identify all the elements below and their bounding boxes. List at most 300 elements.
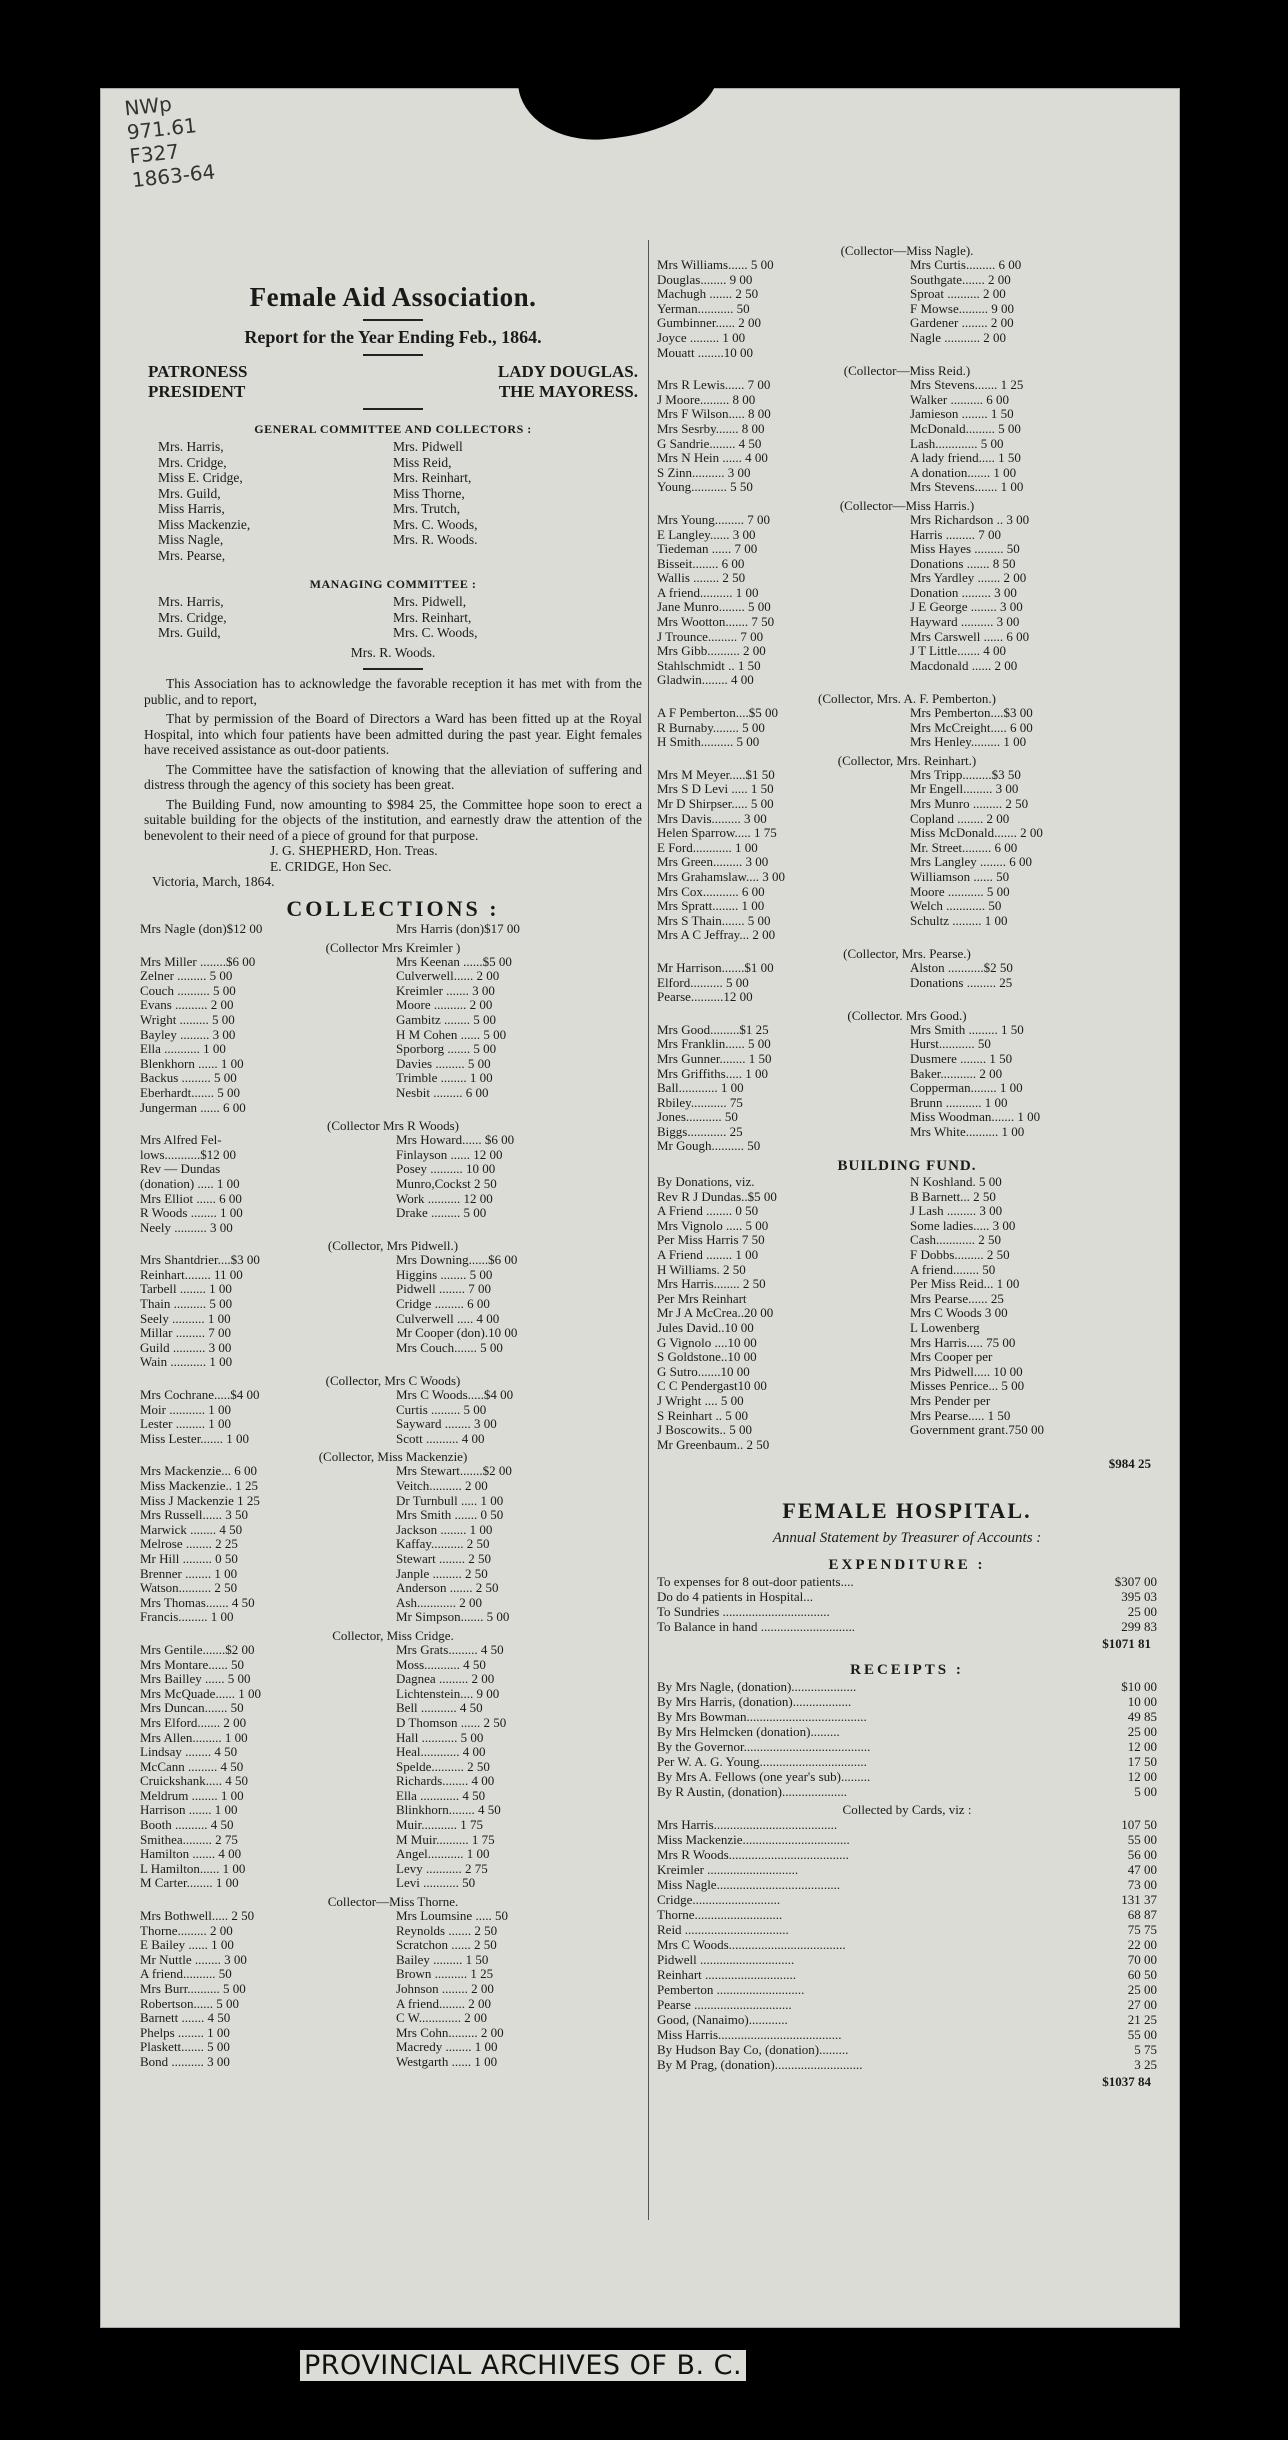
ledger-label: To Balance in hand ............................. [657,1619,856,1635]
building-fund-entry: Some ladies..... 3 00 [910,1218,1016,1233]
divider [363,408,423,410]
report-paragraph: That by permission of the Board of Directors a Ward has been fitted up at the Royal Hospital, into which four patients have been admitted during the past year. Eight females have received assistance as out-door patients. [144,711,642,757]
donation-entry: Mrs Smith ....... 0 50 [396,1508,504,1523]
donation-entry: A friend........ 2 00 [396,1996,491,2011]
donation-entry: Neely .......... 3 00 [140,1220,233,1235]
donation-entry: Angel........... 1 00 [396,1847,490,1862]
donation-entry: Hurst........... 50 [910,1037,991,1052]
donation-entry: Joyce ......... 1 00 [657,330,746,345]
donation-entry: Moore .......... 2 00 [396,998,493,1013]
collector-heading: (Collector—Miss Reid.) [843,363,971,379]
committee-member: Miss Harris, [158,501,225,516]
donation-entry: Levi ........... 50 [396,1876,476,1891]
donation-entry: Miss Woodman....... 1 00 [910,1110,1041,1125]
ledger-amount: 73 00 [1127,1877,1157,1893]
donation-entry: Dusmere ........ 1 50 [910,1051,1013,1066]
torn-edge [518,88,722,145]
donation-entry: Macdonald ...... 2 00 [910,658,1018,673]
ledger-amount: 25 00 [1127,1724,1157,1740]
donation-entry: Southgate....... 2 00 [910,272,1011,287]
ledger-label: By Hudson Bay Co, (donation)......... [657,2042,849,2058]
building-fund-entry: A Friend ........ 1 00 [657,1248,759,1263]
donation-entry: Wallis ........ 2 50 [657,571,746,586]
donation-entry: Eberhardt....... 5 00 [140,1085,241,1100]
donation-entry: Mrs Stevens....... 1 00 [910,480,1024,495]
donation-entry: Mrs R Lewis...... 7 00 [657,378,771,393]
donation-entry: Harris ......... 7 00 [910,527,1001,542]
donation-entry: Mrs Sesrby....... 8 00 [657,421,765,436]
donation-entry: Gumbinner...... 2 00 [657,316,761,331]
donation-entry: Mrs Griffiths..... 1 00 [657,1066,768,1081]
ledger-amount: 60 50 [1127,1967,1157,1983]
report-subtitle: Report for the Year Ending Feb., 1864. [244,327,542,347]
donation-entry: Mrs Tripp.........$3 50 [910,767,1021,782]
ledger-amount: 131 37 [1121,1892,1157,1908]
donation-entry: Mrs Stewart.......$2 00 [396,1464,512,1479]
donation-entry: E Ford............ 1 00 [657,840,758,855]
collector-list [657,258,1157,360]
ledger-label: Mrs Harris...................................... [657,1817,838,1833]
donation-entry: Bisseit........ 6 00 [657,556,745,571]
donation-entry: Nagle ........... 2 00 [910,330,1007,345]
building-fund-entry: F Dobbs......... 2 50 [910,1248,1010,1263]
ledger-amount: 27 00 [1127,1997,1157,2013]
donation-entry: Macredy ........ 1 00 [396,2040,498,2055]
donation-entry: Gardener ........ 2 00 [910,316,1014,331]
donation-entry: Schultz ......... 1 00 [910,913,1008,928]
donation-entry: Jones........... 50 [657,1110,738,1125]
ledger-row [657,1907,1157,1922]
donation-entry: Miss Lester....... 1 00 [140,1431,250,1446]
donation-entry: Mrs Montare...... 50 [140,1657,244,1672]
donation-entry: Scratchon ...... 2 50 [396,1938,497,1953]
donation-entry: Miss Hayes ......... 50 [910,542,1020,557]
hospital-heading: FEMALE HOSPITAL. [782,1498,1032,1524]
ledger-amount: 56 00 [1127,1847,1157,1863]
donation-entry: Zelner ......... 5 00 [140,969,233,984]
donation-entry: E Langley...... 3 00 [657,527,756,542]
collector-heading: (Collector, Mrs. Reinhart.) [837,752,977,768]
donation-entry: Mrs S D Levi ..... 1 50 [657,782,774,797]
donation-entry: Mrs Duncan....... 50 [140,1701,244,1716]
ledger-amount: 10 00 [1127,1694,1157,1710]
donation-entry: Posey .......... 10 00 [396,1162,496,1177]
donation-entry: Mrs F Wilson..... 8 00 [657,407,771,422]
collections-right-sections [657,243,1157,1154]
committee-member: Mrs. Trutch, [393,501,461,516]
donation-entry: Jackson ........ 1 00 [396,1522,493,1537]
donation-entry: Mrs S Thain....... 5 00 [657,913,771,928]
donation-entry: Mrs Cohn......... 2 00 [396,2025,504,2040]
building-fund-entry: C C Pendergast10 00 [657,1379,767,1394]
committee-member: Mrs. C. Woods, [393,516,478,532]
ledger-row [657,1952,1157,1967]
ledger-row [657,1832,1157,1847]
receipts-list [657,1679,1157,1799]
ledger-amount: 12 00 [1127,1739,1157,1755]
donation-entry [910,346,1157,361]
donation-entry: Culverwell ..... 4 00 [396,1311,500,1326]
ledger-amount: 70 00 [1127,1952,1157,1968]
ledger-label: By Mrs Helmcken (donation)......... [657,1724,840,1740]
collector-heading: (Collector, Mrs Pidwell.) [327,1238,459,1254]
ledger-label: By M Prag, (donation)........................... [657,2057,863,2073]
collections-heading: COLLECTIONS : [286,896,500,921]
managing-committee-list [140,592,646,643]
donation-entry: Copland ........ 2 00 [910,811,1010,826]
general-committee-heading: GENERAL COMMITTEE AND COLLECTORS : [254,422,532,436]
committee-member: Mrs. Guild, [158,625,221,640]
donation-entry: Copperman........ 1 00 [910,1081,1023,1096]
donation-entry: Westgarth ...... 1 00 [396,2054,498,2069]
ledger-label: By Mrs Nagle, (donation).................... [657,1679,857,1695]
annual-statement: Annual Statement by Treasurer of Accounts : [772,1530,1042,1547]
donation-entry: Mrs Elliot ...... 6 00 [140,1191,242,1206]
report-paragraph: The Building Fund, now amounting to $984 25, the Committee hope soon to erect a suitable building for the objects of the institution, and earnestly draw the attention of the benevolent to their need of a piece of ground for that purpose. [144,796,642,843]
ledger-row [657,1709,1157,1724]
donation-entry: D Thomson ...... 2 50 [396,1715,507,1730]
donation-entry: Mrs Cox........... 6 00 [657,884,765,899]
building-fund-entry: J Lash ......... 3 00 [910,1204,1003,1219]
donation-entry: Mrs Allen......... 1 00 [140,1730,248,1745]
donation-entry: Donations ......... 25 [910,975,1013,990]
donation-entry: McCann ......... 4 50 [140,1759,244,1774]
collector-heading: (Collector, Mrs C Woods) [325,1373,461,1389]
managing-committee-last: Mrs. R. Woods. [350,644,436,660]
donation-entry: Stewart ........ 2 50 [396,1551,491,1566]
building-fund-entry: A friend........ 50 [910,1262,996,1277]
donation-entry: Melrose ........ 2 25 [140,1537,238,1552]
donation-entry: Mrs Richardson .. 3 00 [910,512,1030,527]
donation-entry: Mrs Bailley ...... 5 00 [140,1672,251,1687]
divider [363,354,423,356]
donation-entry: Mrs Mackenzie... 6 00 [140,1464,257,1479]
donation-entry: Mrs Yardley ....... 2 00 [910,571,1027,586]
donation-entry: C W............. 2 00 [396,2011,488,2026]
committee-member: Mrs. Pearse, [158,547,226,563]
ledger-amount: $307 00 [1114,1574,1157,1590]
donation-entry: Mrs Munro ......... 2 50 [910,797,1029,811]
donation-entry: Mrs Burr.......... 5 00 [140,1982,246,1996]
donation-entry: Mrs Stevens....... 1 25 [910,378,1024,393]
general-committee-list [140,437,646,565]
collector-heading: (Collector, Mrs. Pearse.) [843,945,971,961]
committee-member: Miss Mackenzie, [158,516,251,532]
building-fund-entry: Mrs Pearse...... 25 [910,1291,1004,1306]
collector-list [657,961,1157,1005]
ledger-amount: 299 83 [1121,1619,1157,1635]
donation-entry: Mrs Grahamslaw.... 3 00 [657,869,786,884]
ledger-label: Pemberton ........................... [657,1982,805,1998]
donation-entry: Richards........ 4 00 [396,1774,495,1789]
donation-entry: Anderson ....... 2 50 [396,1581,499,1596]
donation-entry: Mrs N Hein ...... 4 00 [657,451,768,466]
donation-entry: Mrs Smith ......... 1 50 [910,1022,1024,1037]
donation-entry: Ash............ 2 00 [396,1595,482,1610]
donation-entry [910,1139,1157,1154]
donation-entry: Blinkhorn........ 4 50 [396,1803,501,1818]
cards-list [657,1817,1157,2072]
donation-entry: Mrs Loumsine ..... 50 [396,1909,508,1924]
donation-entry: Wright ......... 5 00 [140,1012,235,1027]
donation-entry: Walker .......... 6 00 [910,392,1009,407]
committee-member: Mrs. Pidwell, [393,594,467,609]
ledger-label: To expenses for 8 out-door patients.... [657,1574,854,1590]
cards-heading: Collected by Cards, viz : [842,1802,972,1818]
donation-entry: A friend.......... 1 00 [657,585,759,600]
donation-entry: Mrs Wootton....... 7 50 [657,615,775,630]
building-fund-entry: G Sutro.......10 00 [657,1364,750,1379]
donation-entry [910,928,1157,943]
ledger-amount: 107 50 [1121,1817,1157,1833]
ledger-label: Miss Mackenzie................................. [657,1832,850,1848]
donation-entry: Mrs White.......... 1 00 [910,1124,1025,1139]
document-sheet [100,88,1180,2328]
ledger-row [657,1847,1157,1862]
committee-member: Mrs. Harris, [158,439,224,454]
ledger-row [657,1967,1157,1982]
collector-list [657,378,1157,495]
building-fund-entry: Mrs Pearse..... 1 50 [910,1408,1011,1423]
ledger-label: To Sundries ................................. [657,1604,830,1620]
donation-entry: Jungerman ...... 6 00 [140,1100,246,1115]
committee-member: Miss Reid, [393,454,452,470]
donation-entry: Hamilton ....... 4 00 [140,1847,242,1862]
ledger-label: Per W. A. G. Young................................. [657,1754,867,1770]
donation-entry: Dr Turnbull ..... 1 00 [396,1493,504,1508]
ledger-amount: 25 00 [1127,1604,1157,1620]
donation-entry: Baker........... 2 00 [910,1066,1003,1081]
building-fund-entry: A Friend ........ 0 50 [657,1204,759,1219]
ledger-row [657,2057,1157,2072]
donation-entry: Mr Simpson....... 5 00 [396,1610,510,1625]
ledger-label: Reid ................................ [657,1922,789,1938]
right-column [648,240,1157,2220]
archive-stamp: PROVINCIAL ARCHIVES OF B. C. [300,2350,746,2381]
committee-member: Miss Thorne, [393,485,465,501]
ledger-row [657,1784,1157,1799]
donation-entry: Welch ............ 50 [910,899,1002,914]
ledger-row [657,1769,1157,1784]
donation-entry: Kaffay.......... 2 50 [396,1537,490,1552]
donation-entry: Guild .......... 3 00 [140,1340,232,1355]
building-fund-entry: Per Mrs Reinhart [657,1291,747,1306]
donation-entry: Levy ........... 2 75 [396,1861,488,1876]
donation-entry: Seely .......... 1 00 [140,1311,231,1326]
donation-entry: Cruickshank..... 4 50 [140,1774,248,1789]
donation-entry: Mrs C Woods.....$4 00 [396,1388,514,1403]
building-fund-heading: BUILDING FUND. [837,1158,977,1175]
ledger-row [657,1679,1157,1694]
donation-entry: Millar ......... 7 00 [140,1326,231,1341]
donation-entry: Mrs Thomas....... 4 50 [140,1595,255,1610]
donation-entry: Veitch.......... 2 00 [396,1479,488,1493]
signature-treasurer: J. G. SHEPHERD, Hon. Treas. [270,843,438,858]
donation-entry: Backus ......... 5 00 [140,1071,237,1086]
committee-member: Mrs. R. Woods. [393,532,478,547]
donation-entry: A donation....... 1 00 [910,465,1017,480]
building-fund-entry: Mr J A McCrea..20 00 [657,1306,774,1321]
donation-entry: Johnson ........ 2 00 [396,1982,494,1996]
donation-entry: Mouatt ........10 00 [657,345,754,360]
donation-entry: Mrs Russell...... 3 50 [140,1508,248,1523]
donation-entry: Janple ......... 2 50 [396,1566,488,1581]
committee-member: Mrs. Guild, [158,485,221,501]
ledger-amount: 395 03 [1121,1589,1157,1605]
donation-entry: Williamson ...... 50 [910,869,1010,884]
ledger-label: By R Austin, (donation).................... [657,1784,847,1800]
ledger-amount: $10 00 [1121,1679,1157,1695]
donation-entry: Mr Nuttle ........ 3 00 [140,1952,247,1967]
collector-heading: (Collector Mrs R Woods) [327,1118,459,1134]
donation-entry: Mrs Downing......$6 00 [396,1253,518,1268]
committee-member: Miss Nagle, [158,532,224,547]
donation-entry: M Muir.......... 1 75 [396,1832,495,1847]
donation-entry: Mr Cooper (don).10 00 [396,1326,518,1341]
donation-entry: Mrs Carswell ...... 6 00 [910,629,1030,644]
donation-entry: Stahlschmidt .. 1 50 [657,658,761,673]
report-paragraph: This Association has to acknowledge the favorable reception it has met with from the public, and to report, [144,676,642,707]
ledger-row [657,1724,1157,1739]
donation-entry: Mrs McQuade...... 1 00 [140,1686,261,1701]
donation-entry: Mrs Howard...... $6 00 [396,1133,515,1148]
ledger-amount: 55 00 [1127,1832,1157,1848]
ledger-amount: 3 25 [1134,2057,1157,2073]
donation-entry: Mrs Good.........$1 25 [657,1022,769,1037]
donation-entry [396,1221,646,1236]
ledger-row [657,1619,1157,1634]
donation-entry: Sayward ........ 3 00 [396,1417,497,1432]
donation-entry: Watson.......... 2 50 [140,1581,238,1596]
ledger-amount: 5 00 [1134,1784,1157,1800]
donation-entry: Miss McDonald....... 2 00 [910,826,1043,841]
committee-member: Mrs. Pidwell [393,439,463,454]
building-fund-entry [910,1438,1157,1453]
building-fund-entry: Jules David..10 00 [657,1321,754,1335]
building-fund-entry: Government grant.750 00 [910,1423,1044,1438]
ledger-amount: 49 85 [1127,1709,1157,1725]
collections-first-row: Mrs Nagle (don)$12 00 Mrs Harris (don)$17 00 [140,922,520,936]
donation-entry: Cridge ......... 6 00 [396,1297,490,1312]
donation-entry: M Carter........ 1 00 [140,1876,239,1891]
collector-heading: (Collector. Mrs Good.) [847,1007,967,1023]
donation-entry: Moore ........... 5 00 [910,884,1010,899]
donation-entry: Ball............ 1 00 [657,1081,744,1096]
report-body [140,676,646,843]
donation-entry: Mrs Shantdrier....$3 00 [140,1253,260,1268]
ledger-label: Do do 4 patients in Hospital... [657,1589,813,1605]
ledger-row [657,1739,1157,1754]
building-fund-entry: Mrs Cooper per [910,1350,993,1365]
donation-entry: Bayley ......... 3 00 [140,1027,236,1042]
committee-member: Mrs. Reinhart, [393,609,472,625]
ledger-row [657,2027,1157,2042]
ledger-label: Mrs R Woods..................................... [657,1847,849,1863]
collector-heading: (Collector Mrs Kreimler ) [325,939,461,955]
donation-entry: Lester ......... 1 00 [140,1417,231,1432]
donation-entry: Mrs McCreight..... 6 00 [910,720,1033,735]
donation-entry: Blenkhorn ...... 1 00 [140,1056,244,1071]
building-fund-total: $984 25 [1108,1456,1151,1472]
building-fund-entry: Rev R J Dundas..$5 00 [657,1189,777,1204]
donation-entry: Munro,Cockst 2 50 [396,1176,497,1191]
donation-entry: Mrs Bothwell..... 2 50 [140,1909,255,1924]
ledger-row [657,1574,1157,1589]
donation-entry: Machugh ....... 2 50 [657,287,759,302]
building-fund-entry: Per Miss Harris 7 50 [657,1233,765,1248]
collector-heading: Collector, Miss Cridge. [332,1627,454,1643]
donation-entry: Douglas........ 9 00 [657,272,753,287]
ledger-label: By Mrs Bowman..................................... [657,1709,867,1725]
donation-entry: Pidwell ........ 7 00 [396,1282,491,1297]
committee-member: Mrs. Harris, [158,594,224,609]
building-fund-entry: Mrs Harris..... 75 00 [910,1335,1016,1350]
donation-entry: Sproat .......... 2 00 [910,287,1006,302]
donation-entry: Culverwell...... 2 00 [396,969,500,984]
donation-entry: Mrs Cochrane.....$4 00 [140,1388,260,1403]
collector-list [140,1388,646,1446]
building-fund-entry: Misses Penrice... 5 00 [910,1379,1025,1394]
donation-entry: J E George ........ 3 00 [910,600,1023,615]
building-fund-entry: Mrs Vignolo ..... 5 00 [657,1218,769,1233]
building-fund-entry: J Wright .... 5 00 [657,1393,744,1408]
donation-entry: Mr D Shirpser..... 5 00 [657,797,774,811]
collector-list [140,1643,646,1891]
donation-entry: J Moore......... 8 00 [657,392,756,407]
building-fund-entry: J Boscowits.. 5 00 [657,1423,752,1438]
donation-entry: Brown .......... 1 25 [396,1967,494,1982]
committee-member: Mrs. Reinhart, [393,470,472,485]
place-date: Victoria, March, 1864. [152,874,275,889]
building-fund-entry: H Williams. 2 50 [657,1262,746,1277]
donation-entry: Rev — Dundas [140,1162,221,1177]
donation-entry: Higgins ........ 5 00 [396,1267,493,1282]
donation-entry: Mrs Langley ........ 6 00 [910,855,1033,870]
ledger-label: By Mrs A. Fellows (one year's sub)......... [657,1769,871,1785]
donation-entry: Trimble ........ 1 00 [396,1071,493,1086]
building-fund-entry: S Reinhart .. 5 00 [657,1408,748,1423]
signature-secretary: E. CRIDGE, Hon Sec. [270,858,392,874]
donation-entry: Mrs Green......... 3 00 [657,855,769,870]
donation-entry: Kreimler ....... 3 00 [396,983,495,998]
donation-entry: Barnett ....... 4 50 [140,2011,231,2026]
donation-entry: Mrs Davis......... 3 00 [657,811,767,826]
collector-heading: Collector—Miss Thorne. [327,1894,459,1910]
donation-entry: Mr. Street......... 6 00 [910,840,1018,855]
donation-entry: (donation) ..... 1 00 [140,1176,240,1191]
donation-entry: Ella ............ 4 50 [396,1788,486,1803]
donation-entry: Mr Hill ......... 0 50 [140,1551,238,1566]
ledger-label: By the Governor....................................... [657,1739,871,1755]
ledger-row [657,1817,1157,1832]
ledger-label: Thorne........................... [657,1907,783,1923]
ledger-amount: 5 75 [1134,2042,1157,2058]
donation-entry: Work .......... 12 00 [396,1191,493,1206]
collector-list [140,955,646,1116]
ledger-row [657,2012,1157,2027]
collector-list [140,1464,646,1625]
donation-entry: Dagnea ......... 2 00 [396,1672,495,1687]
donation-entry: Mr Harrison.......$1 00 [657,960,774,975]
donation-entry: E Bailey ...... 1 00 [140,1938,234,1953]
donation-entry: Mrs Gibb.......... 2 00 [657,644,766,659]
donation-entry: Mrs Curtis......... 6 00 [910,258,1022,272]
ledger-label: Pearse .............................. [657,1997,792,2013]
collections-left-sections [140,940,646,2070]
committee-member: Mrs. C. Woods, [393,625,478,640]
donation-entry: Brenner ........ 1 00 [140,1566,238,1581]
donation-entry: Meldrum ........ 1 00 [140,1788,244,1803]
